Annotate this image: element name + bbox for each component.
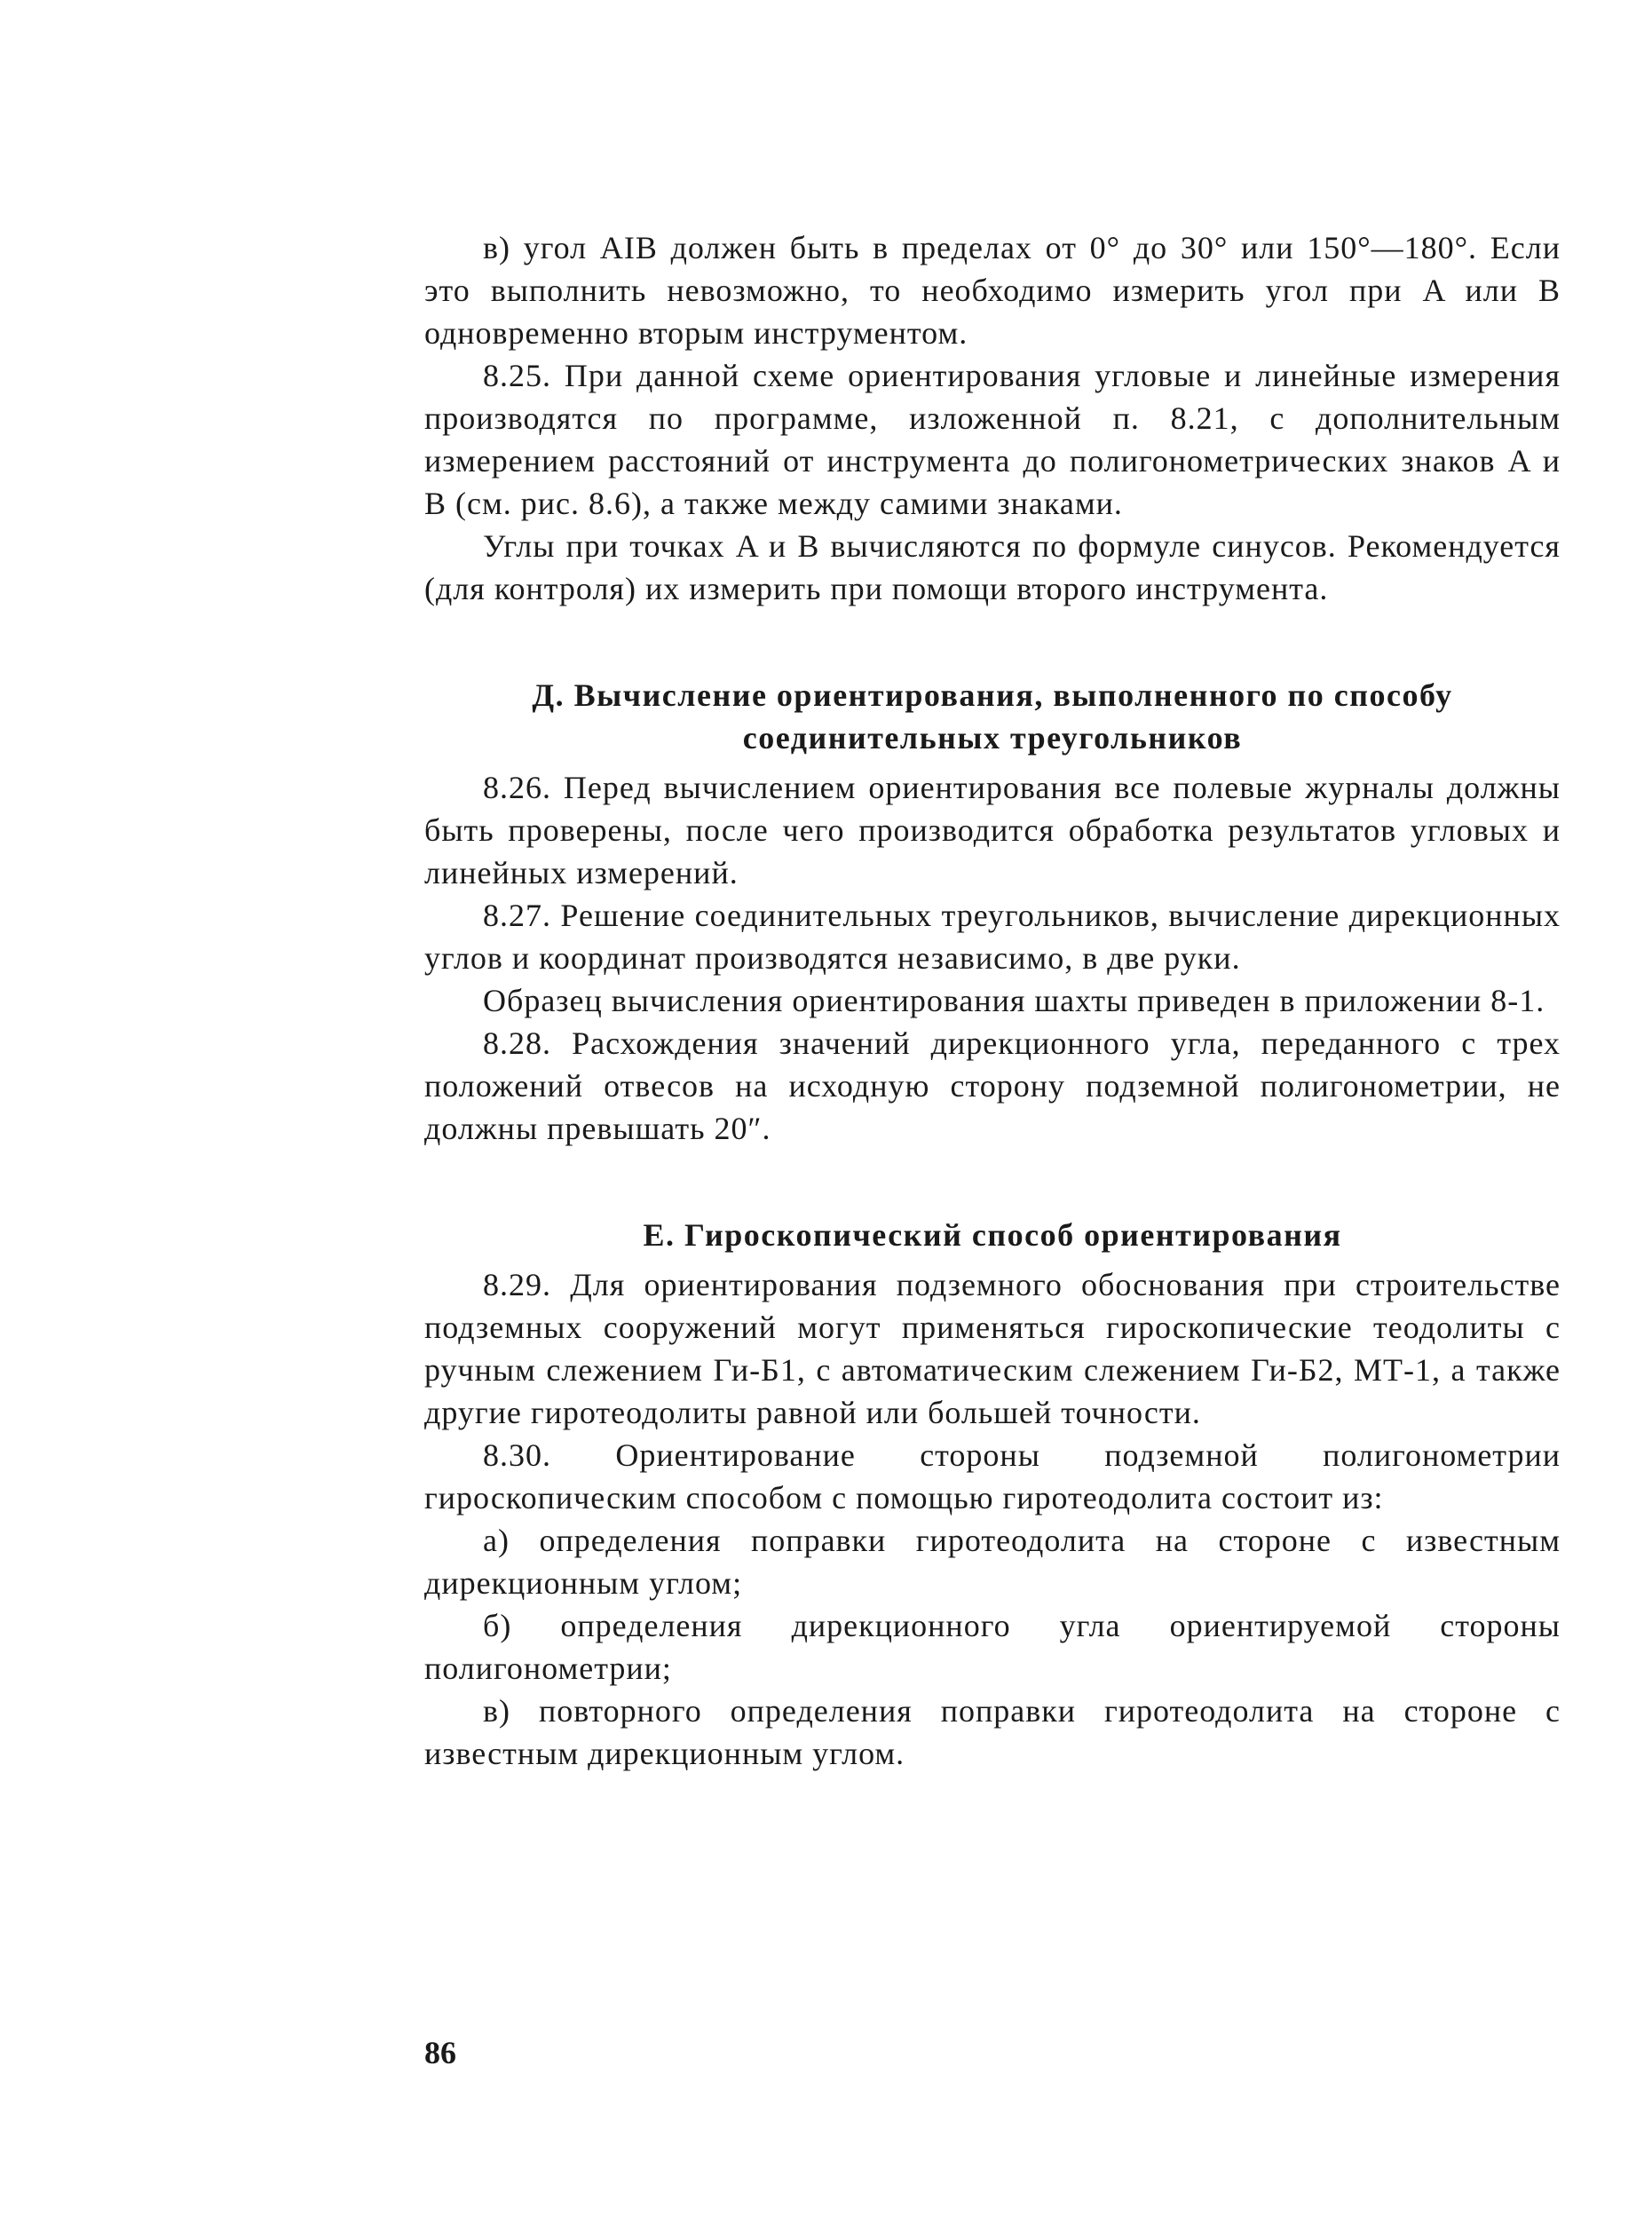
list-item-a: а) определения поправки гиротеодолита на стороне с известным дирекционным углом; [424, 1523, 1561, 1601]
paragraph-8-27: 8.27. Решение соединительных треугольников, вычисление дирекционных углов и координат производятся независимо, в две руки. [424, 898, 1561, 976]
paragraph-angles-sines: Углы при точках A и B вычисляются по формуле синусов. Рекомендуется (для контроля) их измерить при помощи второго инструмента. [424, 528, 1561, 606]
paragraph-angle-aib: в) угол AIB должен быть в пределах от 0° до 30° или 150°—180°. Если это выполнить невозможно, то необходимо измерить угол при A или B одновременно вторым инструментом. [424, 230, 1561, 351]
page-number: 86 [424, 2035, 456, 2070]
paragraph-8-26: 8.26. Перед вычислением ориентирования все полевые журналы должны быть проверены, после чего производится обработка результатов угловых и линейных измерений. [424, 770, 1561, 890]
section-heading-d-line-1: Д. Вычисление ориентирования, выполненного по способу [532, 677, 1453, 713]
section-heading-e [424, 1214, 1561, 1256]
list-item-b: б) определения дирекционного угла ориентируемой стороны полигонометрии; [424, 1608, 1561, 1686]
section-heading-d-line-2: соединительных треугольников [742, 720, 1243, 756]
page-body [424, 226, 1561, 1775]
section-heading-d [424, 674, 1561, 759]
paragraph-8-25: 8.25. При данной схеме ориентирования угловые и линейные измерения производятся по программе, изложенной п. 8.21, с дополнительным измерением расстояний от инструмента до полигонометрических знаков A и B (см. рис. 8.6), а также между самими знаками. [424, 358, 1561, 521]
list-item-v: в) повторного определения поправки гиротеодолита на стороне с известным дирекционным углом. [424, 1693, 1561, 1771]
paragraph-8-30: 8.30. Ориентирование стороны подземной полигонометрии гироскопическим способом с помощью гиротеодолита состоит из: [424, 1437, 1561, 1516]
paragraph-sample-calculation: Образец вычисления ориентирования шахты приведен в приложении 8-1. [483, 983, 1545, 1018]
paragraph-8-29: 8.29. Для ориентирования подземного обоснования при строительстве подземных сооружений могут применяться гироскопические теодолиты с ручным слежением Ги-Б1, с автоматическим слежением Ги-Б2, МТ-1, а также другие гиротеодолиты равной или большей точности. [424, 1267, 1561, 1430]
paragraph-8-28: 8.28. Расхождения значений дирекционного угла, переданного с трех положений отвесов на исходную сторону подземной полигонометрии, не должны превышать 20″. [424, 1025, 1561, 1146]
section-heading-e-line-1: Е. Гироскопический способ ориентирования [643, 1217, 1342, 1253]
